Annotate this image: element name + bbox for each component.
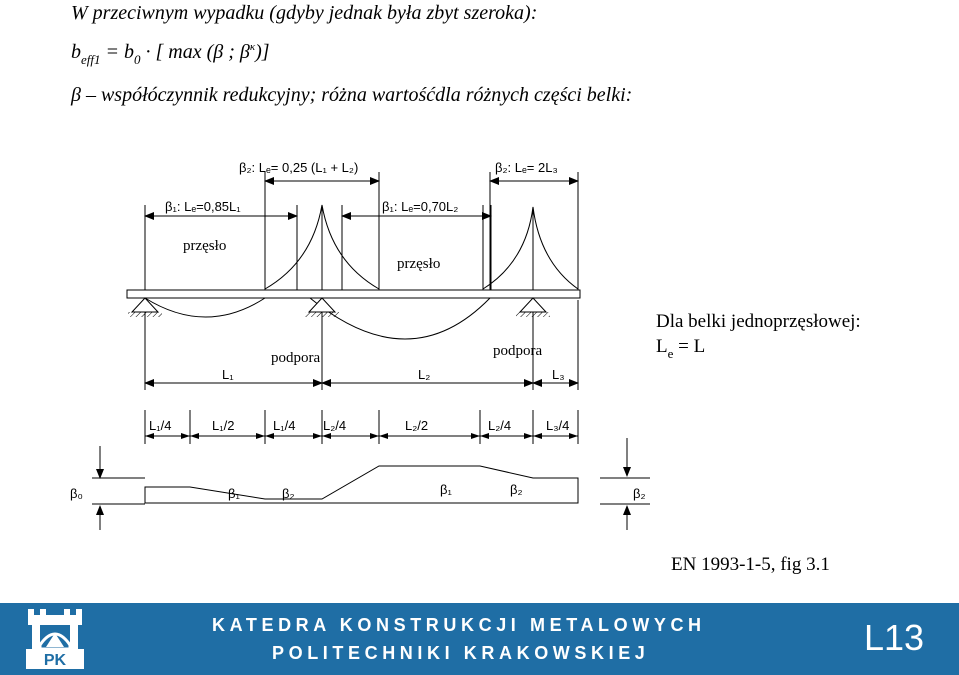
label-L2: L₂ [418, 367, 431, 382]
formula-L-rest: = L [673, 336, 706, 357]
label-b2-c: β₂ [633, 486, 646, 501]
formula-b: b [71, 41, 81, 63]
beta-definition: β – współóczynnik redukcyjny; różna wartośćdla różnych części belki: [71, 84, 633, 106]
label-span-1: przęsło [183, 238, 227, 254]
formula-b-sub: eff1 [81, 52, 101, 67]
seg-L2-4-b: L₂/4 [488, 418, 512, 433]
footer-banner [0, 603, 959, 675]
formula-b0-sub: 0 [134, 52, 141, 67]
seg-L2-2: L₂/2 [405, 418, 429, 433]
label-beta2-left: β₂: Lₑ= 0,25 (L₁ + L₂) [239, 160, 359, 175]
span-curve-2 [310, 298, 490, 339]
lecture-code: L13 [864, 617, 925, 658]
label-beta1-mid: β₁: Lₑ=0,70L₂ [382, 199, 459, 214]
label-b0: β₀ [70, 486, 83, 501]
label-L1: L₁ [222, 367, 234, 382]
label-b1-b: β₁ [440, 482, 452, 497]
label-L3: L₃ [552, 367, 565, 382]
support-right [516, 298, 550, 317]
pk-logo-icon [22, 607, 88, 671]
formula-L-sub: e [667, 346, 674, 361]
standard-reference: EN 1993-1-5, fig 3.1 [671, 554, 830, 575]
label-span-2: przęsło [397, 256, 441, 272]
single-span-formula [656, 336, 706, 361]
formula-L: L [656, 336, 668, 357]
seg-L1-2: L₁/2 [212, 418, 235, 433]
seg-L2-4-a: L₂/4 [323, 418, 347, 433]
formula-rest: · [ max (β ; β [140, 41, 250, 63]
seg-L1-4-a: L₁/4 [149, 418, 172, 433]
label-b2-b: β₂ [510, 482, 523, 497]
formula-sup: κ [249, 41, 256, 53]
formula-end: )] [255, 41, 270, 63]
logo-text: PK [43, 652, 67, 669]
seg-L3-4: L₃/4 [546, 418, 570, 433]
label-b1-a: β₁ [228, 486, 240, 501]
label-beta1-left: β₁: Lₑ=0,85L₁ [165, 199, 241, 214]
single-span-note: Dla belki jednoprzęsłowej: [656, 311, 861, 332]
label-beta2-right: β₂: Lₑ= 2L₃ [495, 160, 558, 175]
university-name: POLITECHNIKI KRAKOWSKIEJ [272, 643, 650, 663]
label-b2-a: β₂ [282, 486, 295, 501]
intro-text: W przeciwnym wypadku (gdyby jednak była zbyt szeroka): [71, 2, 538, 24]
span-curve-1 [145, 298, 265, 317]
beam [127, 290, 580, 298]
label-support-2: podpora [493, 343, 543, 359]
moment-peak-2 [483, 207, 578, 289]
department-name: KATEDRA KONSTRUKCJI METALOWYCH [212, 615, 706, 635]
formula-eq: = b [100, 41, 134, 63]
seg-L1-4-b: L₁/4 [273, 418, 296, 433]
support-left [128, 298, 162, 317]
label-support-1: podpora [271, 350, 321, 366]
support-middle [305, 298, 339, 317]
